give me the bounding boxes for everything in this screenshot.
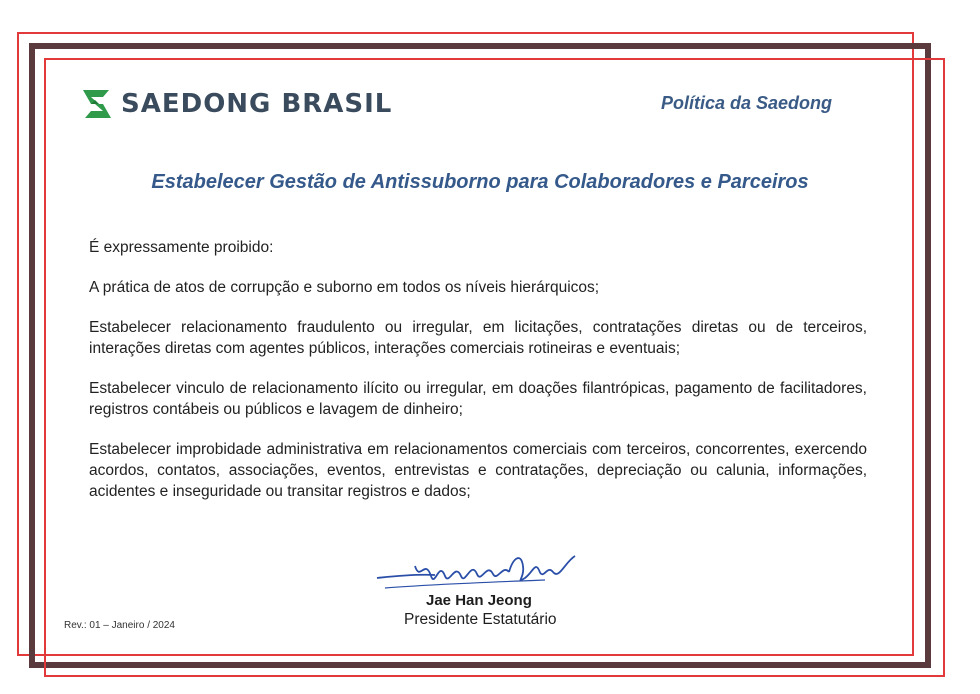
intro-text: É expressamente proibido: (89, 239, 274, 256)
brand-name: SAEDONG BRASIL (121, 89, 393, 119)
policy-item: Estabelecer relacionamento fraudulento ou irregular, em licitações, contratações diretas ou de terceiros, interações diretas com agentes públicos, interações comerciais rotineiras e eventuais; (89, 319, 867, 357)
policy-item: Estabelecer vinculo de relacionamento ilícito ou irregular, em doações filantrópicas, pagamento de facilitadores, registros contábeis ou públicos e lavagem de dinheiro; (89, 380, 867, 418)
document-title: Estabelecer Gestão de Antissuborno para Colaboradores e Parceiros (151, 171, 809, 193)
saedong-s-logo-icon (79, 86, 115, 122)
signer-name: Jae Han Jeong (426, 592, 532, 609)
policy-item: A prática de atos de corrupção e suborno em todos os níveis hierárquicos; (89, 279, 600, 296)
policy-item: Estabelecer improbidade administrativa em relacionamentos comerciais com terceiros, concorrentes, exercendo acordos, contatos, associações, eventos, entrevistas e contratações, depreciação ou calunia, informações, acidentes e inseguridade ou transitar registros e dados; (89, 441, 867, 500)
signer-title: Presidente Estatutário (404, 611, 557, 628)
revision-label: Rev.: 01 – Janeiro / 2024 (64, 620, 175, 631)
policy-title: Política da Saedong (660, 93, 832, 113)
brand-logo (79, 86, 392, 122)
policy-body (89, 237, 867, 521)
